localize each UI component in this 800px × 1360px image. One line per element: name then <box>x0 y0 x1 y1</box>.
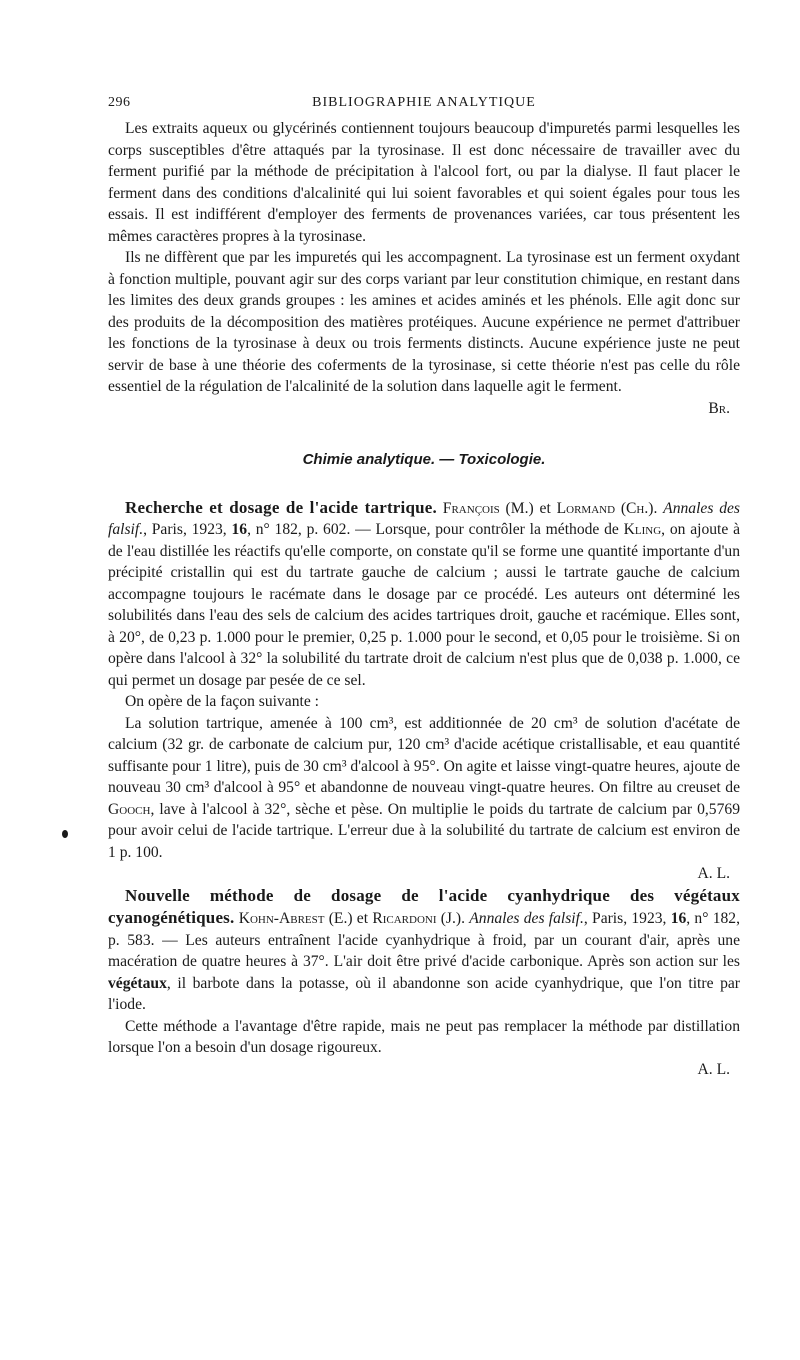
entry-1-paragraph-2: On opère de la façon suivante : <box>125 693 319 710</box>
document-page <box>108 92 740 1080</box>
entry-1-method-name: Kling <box>623 521 662 538</box>
entry-1-procedure: La solution tartrique, amenée à 100 cm³, est additionnée de 20 cm³ de solution d'acétate de calcium (32 gr. de carbonate de calcium pur, 120 cm³ d'acide acétique cristallisable, et eau quantité suffisante pour 1 litre), puis de 30 cm³ d'alcool à 95°. On agite et laisse vingt-quatre heures, ajoute de nouveau 30 cm³ d'alcool à 95° et abandonne de nouveau vingt-quatre heures. On filtre au creuset de <box>108 714 740 796</box>
entry-2-signature: A. L. <box>697 1060 730 1078</box>
entry-1-author-2: Lormand (Ch.). <box>556 499 658 517</box>
entry-2-body-end: , il barbote dans la potasse, où il abandonne son acide cyanhydrique, que l'on titre par l'iode. <box>108 974 740 1013</box>
entry-1-volume: 16 <box>231 521 248 538</box>
intro-signature: Br. <box>708 399 730 417</box>
entry-2-paragraph-2: Cette méthode a l'avantage d'être rapide, mais ne peut pas remplacer la méthode par distillation lorsque l'on a besoin d'un dosage rigoureux. <box>108 1017 740 1056</box>
entry-1-journal: Annales des falsif. <box>108 499 740 538</box>
entry-1-ref-rest: , n° 182, p. 602. — Lorsque, pour contrôler la méthode de <box>247 521 624 538</box>
entry-1-title: Recherche et dosage de l'acide tartrique. <box>125 497 437 517</box>
entry-1-body: , on ajoute à de l'eau distillée les réactifs qu'elle comporte, on constate qu'il se forme une quantité importante d'un précipité cristallin qui est du tartrate gauche de calcium ; aussi le tartrate gauche de calcium accompagne toujours le racémate dans le dosage par ce procédé. Les auteurs ont déterminé les solubilités dans l'eau des sels de calcium des acides tartriques droit, gauche et racémique. Elles sont, à 20°, de 0,23 p. 1.000 pour le premier, 0,25 p. 1.000 pour le second, et 0,05 pour le troisième. Si on opère dans l'alcool à 32° la solubilité du tartrate droit de calcium n'est plus que de 0,038 p. 1.000, ce qui permet un dosage par pesée de ce sel. <box>108 521 740 689</box>
entry-2-journal: Annales des falsif. <box>469 910 584 927</box>
entry-1-crucible-name: Gooch <box>108 800 151 818</box>
intro-paragraph-2: Ils ne diffèrent que par les impuretés qui les accompagnent. La tyrosinase est un ferment oxydant à fonction multiple, pouvant agir sur des corps variant par leur constitution chimique, en restant dans les limites des deux grands groupes : les amines et acides aminés et les phénols. Elle agit donc sur des produits de la décomposition des matières protéiques. Aucune expérience ne permet d'attribuer les fonctions de la tyrosinase à deux ou trois ferments distincts. Aucune expérience juste ne peut servir de base à une théorie des coferments de la tyrosinase, si cette théorie n'est pas celle du rôle essentiel de la régulation de l'alcalinité de la solution dans laquelle agit le ferment. <box>108 249 740 395</box>
running-title: BIBLIOGRAPHIE ANALYTIQUE <box>312 95 536 110</box>
entry-1-author-1: François (M.) <box>442 499 534 517</box>
entry-1-conj: et <box>539 499 551 517</box>
entry-2-author-2: Ricardoni (J.). <box>372 910 465 927</box>
entry-1-ref-place-year: , Paris, 1923, <box>143 521 232 538</box>
entry-2-plants-word: végétaux <box>108 974 167 992</box>
entry-2-author-1: Kohn-Abrest (E.) <box>238 910 353 927</box>
section-heading: Chimie analytique. — Toxicologie. <box>302 451 546 468</box>
entry-2-paragraph-1 <box>108 885 740 1016</box>
entry-1-signature: A. L. <box>697 865 730 882</box>
page-number: 296 <box>108 95 131 110</box>
entry-1-paragraph-3 <box>108 713 740 864</box>
page-header <box>108 92 740 118</box>
intro-paragraph-1: Les extraits aqueux ou glycérinés contiennent toujours beaucoup d'impuretés parmi lesquelles les corps susceptibles d'être attaqués par la tyrosinase. Il est donc nécessaire de travailler avec du ferment purifié par la méthode de précipitation à l'alcool fort, ou par la dialyse. Il faut placer le ferment dans des conditions d'alcalinité qui lui soient favorables et qui soient égales pour tous les essais. Il est indifférent d'employer des ferments de provenances variées, car tous présentent les mêmes caractères propres à la tyrosinase. <box>108 120 740 245</box>
margin-dot <box>62 830 68 838</box>
entry-2-conj: et <box>356 910 369 927</box>
entry-1-procedure-end: , lave à l'alcool à 32°, sèche et pèse. On multiplie le poids du tartrate de calcium par 0,5769 pour avoir celui de l'acide tartrique. L'erreur due à la solubilité du tartrate de calcium est environ de 1 p. 100. <box>108 800 740 861</box>
entry-2-ref-rest: , n° 182, p. 583. — Les auteurs entraînent l'acide cyanhydrique à froid, par un courant d'air, après une macération de quatre heures à 37°. L'air doit être privé d'acide carbonique. Après son action sur les <box>108 910 740 970</box>
entry-2-title: Nouvelle méthode de dosage de l'acide cyanhydrique des végétaux cyanogénétiques. <box>108 885 740 927</box>
entry-2-ref-place-year: , Paris, 1923, <box>583 910 671 927</box>
entry-1-paragraph-1 <box>108 497 740 692</box>
entry-2-volume: 16 <box>670 910 687 927</box>
